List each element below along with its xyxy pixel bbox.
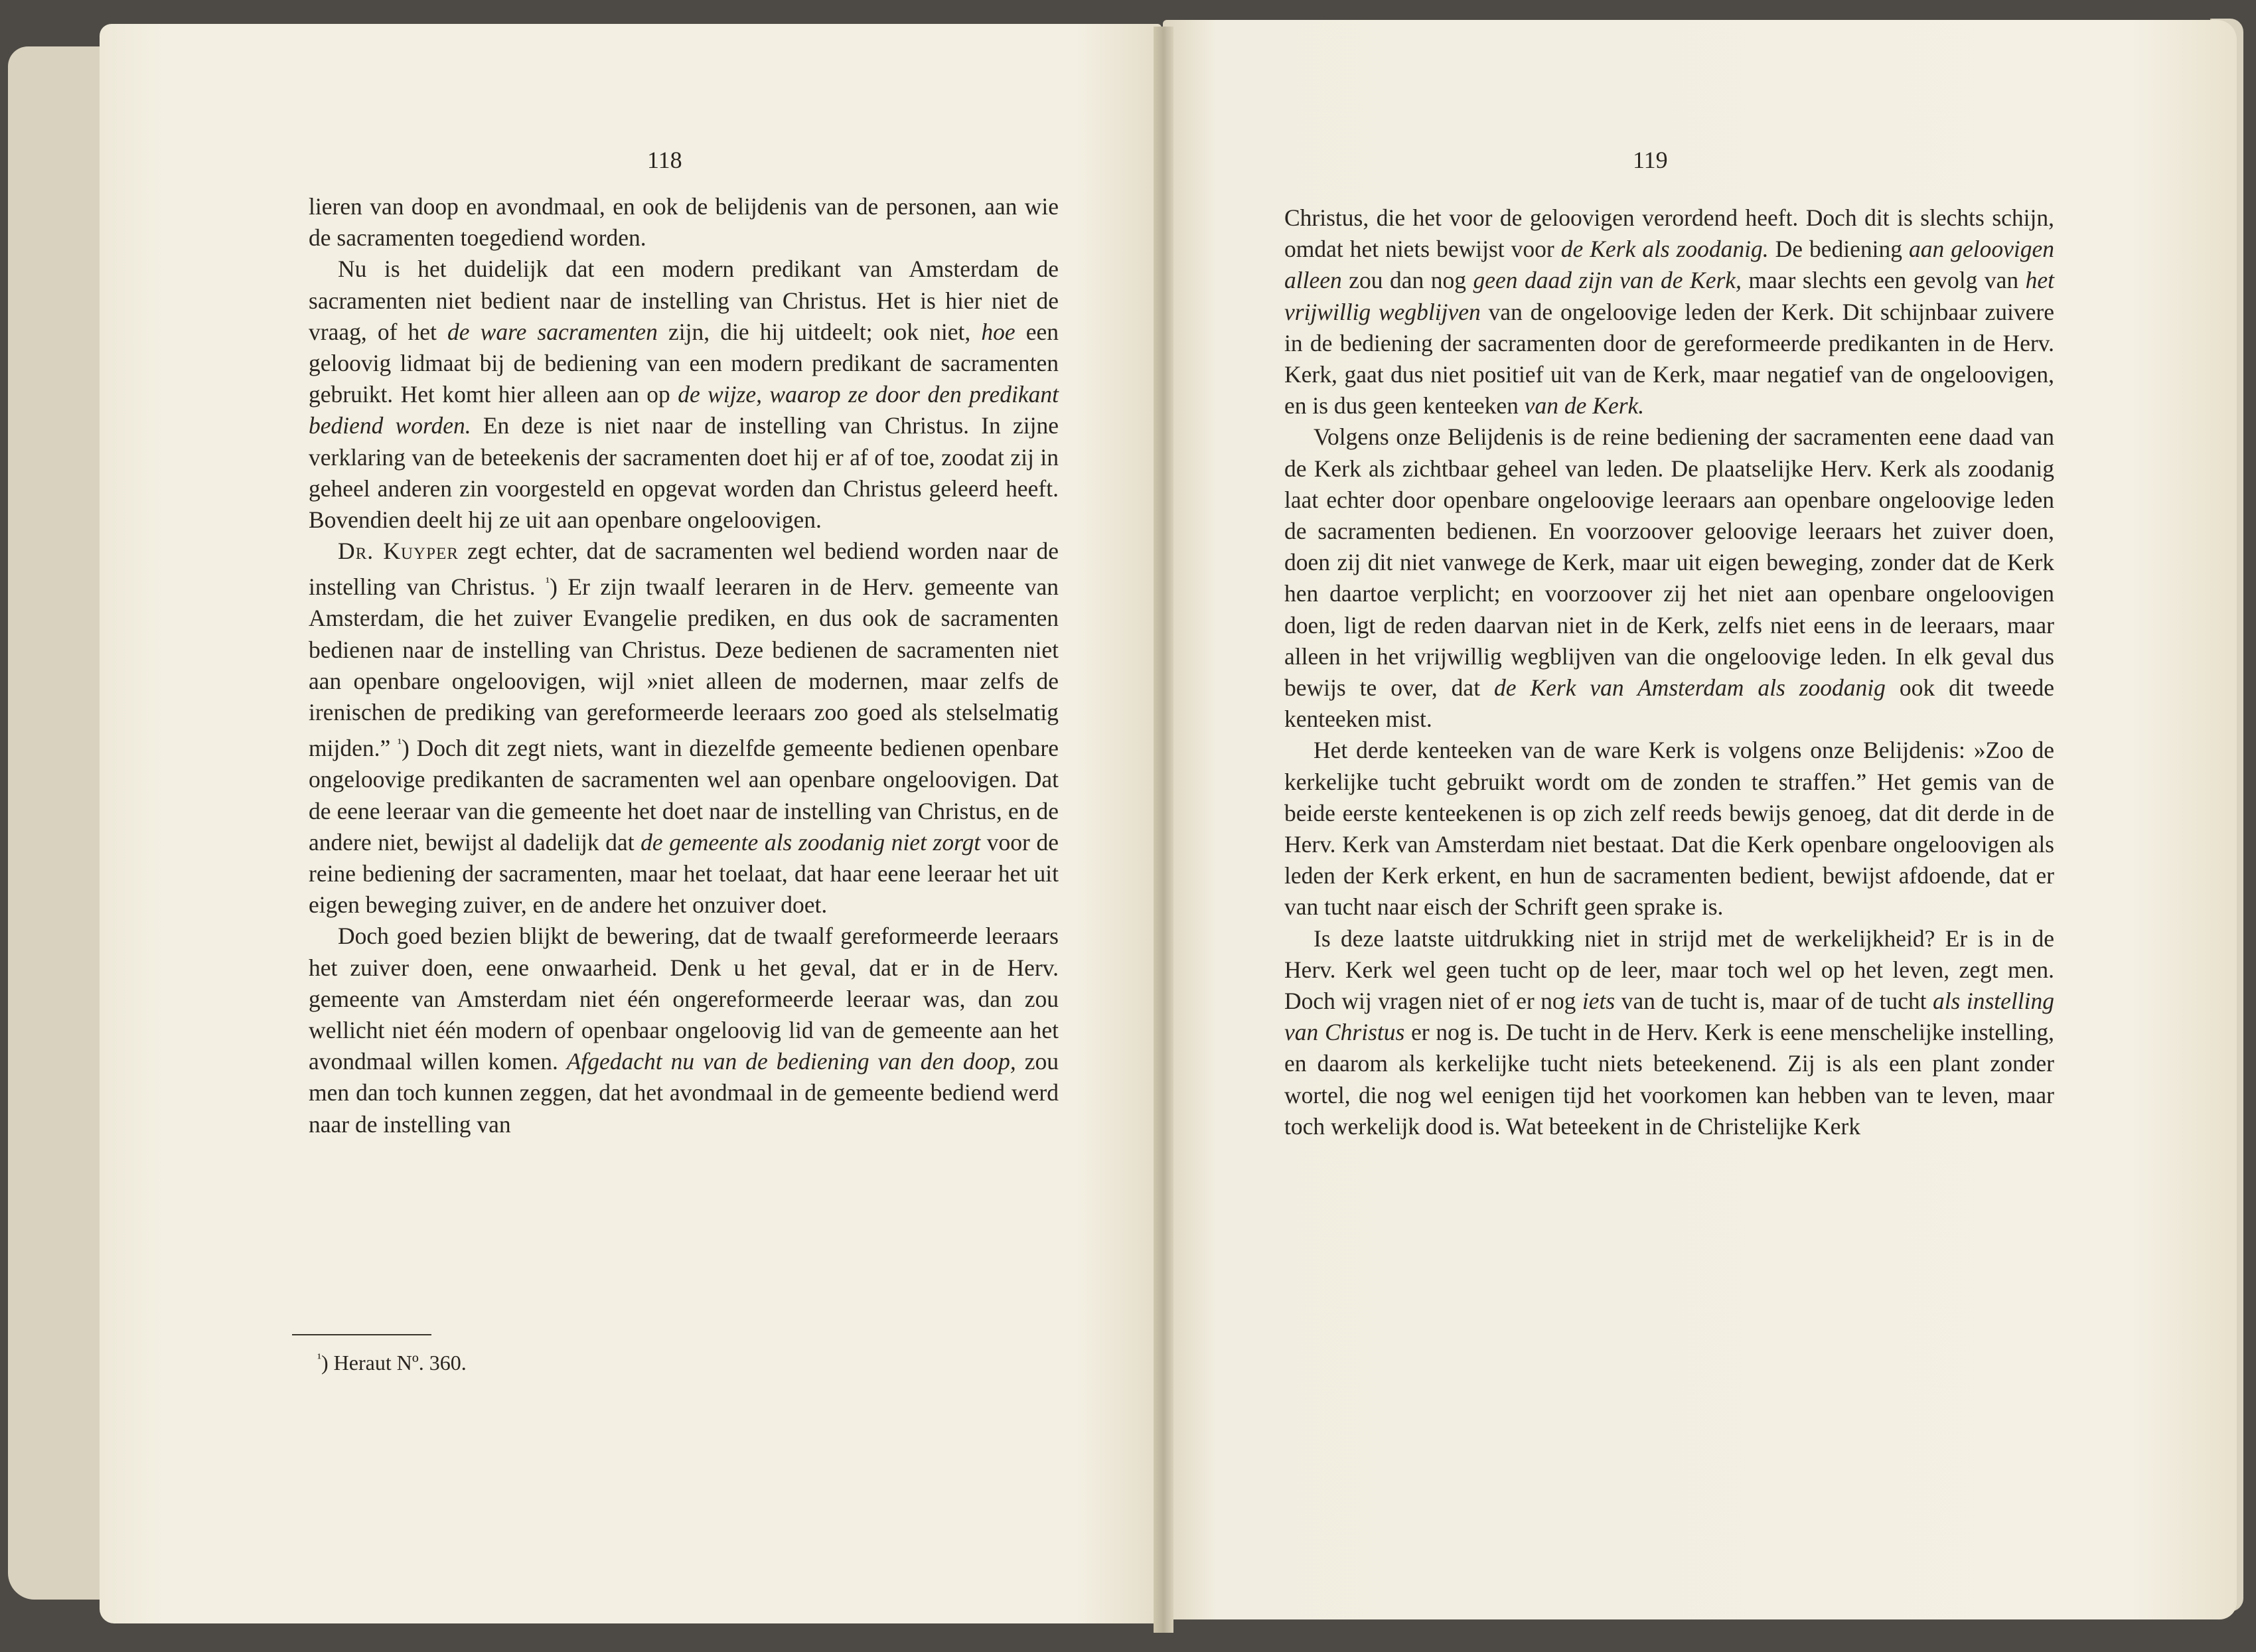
italic-text: als instelling van Christus <box>1284 988 2054 1046</box>
right-page-text <box>1284 202 2054 1142</box>
text-run: Nu is het duidelijk dat een modern predikant van Amsterdam de sacramenten niet bedient naar de instelling van Christus. Het is hier niet de vraag, of het <box>309 256 1059 345</box>
left-page-text <box>309 191 1059 1140</box>
paragraph <box>309 921 1059 1140</box>
paragraph <box>309 254 1059 536</box>
paragraph <box>1284 923 2054 1142</box>
book-gutter <box>1154 27 1173 1633</box>
text-run: maar slechts een gevolg van <box>1741 267 2026 294</box>
text-run: lieren van doop en avondmaal, en ook de belijdenis van de personen, aan wie de sacramenten toegediend worden. <box>309 193 1059 252</box>
small-caps-name: Dr. Kuyper <box>338 538 459 565</box>
paragraph <box>309 191 1059 254</box>
footnote-ref: ¹ <box>398 736 402 751</box>
footnote-rule <box>292 1334 431 1335</box>
text-run: een geloovig lidmaat bij de bediening van een modern predikant de sacramenten gebruikt. Het komt hier alleen aan op <box>309 318 1059 408</box>
text-run: En deze is niet naar de instelling van Christus. In zijne verklaring van de beteekenis der sacramenten doet hij er af of toe, zoodat zij in geheel anderen zin voorgesteld en opgevat worden dan Christus geleerd heeft. Bovendien deelt hij ze uit aan openbare ongeloovigen. <box>309 412 1059 534</box>
text-run: ) Er zijn twaalf leeraren in de Herv. gemeente van Amsterdam, die het zuiver Evangelie prediken, en dus ook de sacramenten bedienen naar de instelling van Christus. Deze bedienen de sacramenten niet aan openbare ongeloovigen, wijl »niet alleen de modernen, maar zelfs de irenischen de prediking van gereformeerde leeraars zoo goed als stelselmatig mijden.” <box>309 573 1059 762</box>
text-run: Christus, die het voor de geloovigen verordend heeft. Doch dit is slechts schijn, omdat het niets bewijst voor <box>1284 204 2054 263</box>
footnote-marker: ¹ <box>317 1351 321 1366</box>
text-run: ook dit tweede kenteeken mist. <box>1284 674 2054 733</box>
italic-text: geen daad zijn van de Kerk, <box>1473 267 1742 294</box>
paragraph <box>1284 202 2054 421</box>
italic-text: de wijze, waarop ze door den predikant bediend worden. <box>309 381 1059 439</box>
paragraph <box>1284 735 2054 923</box>
text-run: van de ongeloovige leden der Kerk. Dit schijnbaar zuivere in de bediening der sacramenten door de gereformeerde predikanten in de Herv. Kerk, gaat dus niet positief uit van de Kerk, maar negatief van de ongeloovigen, en is dus geen kenteeken <box>1284 298 2055 419</box>
page-number-left: 118 <box>647 147 682 173</box>
text-run: zijn, die hij uitdeelt; ook niet, <box>657 318 982 345</box>
italic-text: Afgedacht nu van de bediening van den doop, <box>566 1048 1016 1075</box>
footnote-text: ) Heraut Nº. 360. <box>321 1351 467 1375</box>
text-run: zou dan nog <box>1341 267 1473 294</box>
text-run: ) Doch dit zegt niets, want in diezelfde gemeente bedienen openbare ongeloovige predikanten de sacramenten wel aan openbare ongeloovigen. Dat de eene leeraar van die gemeente het doet naar de instelling van Christus, en de andere niet, bewijst al dadelijk dat <box>309 735 1059 856</box>
italic-text: iets <box>1582 988 1616 1015</box>
text-run: Volgens onze Belijdenis is de reine bediening der sacramenten eene daad van de Kerk als zichtbaar geheel van leden. De plaatselijke Herv. Kerk als zoodanig laat echter door openbare ongeloovige leeraars aan openbare ongeloovige leden de sacramenten bedienen. En voorzoover geloovige leeraars het zuiver doen, doen zij dit niet vanwege de Kerk, maar uit eigen beweging, zonder dat de Kerk hen daartoe verplicht; en voorzoover zij het niet aan openbare ongeloovigen doen, ligt de reden daarvan niet in de Kerk, zelfs niet eens in de leeraars, maar alleen in het vrijwillig wegblijven van die ongeloovige leden. In elk geval dus bewijs te over, dat <box>1284 423 2054 702</box>
italic-text: hoe <box>981 318 1015 345</box>
paragraph <box>309 536 1059 921</box>
italic-text: het vrijwillig wegblijven <box>1284 267 2054 325</box>
text-run: Het derde kenteeken van de ware Kerk is volgens onze Belijdenis: »Zoo de kerkelijke tucht gebruikt wordt om de zonden te straffen.” Het gemis van de beide eerste kenteekenen is op zich zelf reeds bewijs genoeg, dat dit derde in de Herv. Kerk van Amsterdam niet bestaat. Dat die Kerk openbare ongeloovigen als leden der Kerk erkent, en hun de sacramenten bedient, bewijst afdoende, dat er van tucht naar eisch der Schrift geen sprake is. <box>1284 737 2054 921</box>
page-edges-left <box>8 46 102 1600</box>
text-run: Doch goed bezien blijkt de bewering, dat de twaalf gereformeerde leeraars het zuiver doen, eene onwaarheid. Denk u het geval, dat er in de Herv. gemeente van Amsterdam niet één ongereformeerde leeraar was, dan zou wellicht niet één modern of openbaar ongeloovig lid van de gemeente aan het avondmaal willen komen. <box>309 923 1059 1075</box>
italic-text: de ware sacramenten <box>447 318 658 345</box>
text-run: van de tucht is, maar of de tucht <box>1615 988 1933 1015</box>
italic-text: de Kerk als zoodanig. <box>1560 236 1769 263</box>
text-run: voor de reine bediening der sacramenten, maar het toelaat, dat haar eene leeraar het uit eigen beweging zuiver, en de andere het onzuiver doet. <box>309 828 1059 919</box>
page-number-right: 119 <box>1633 147 1668 173</box>
text-run: er nog is. De tucht in de Herv. Kerk is eene menschelijke instelling, en daarom als kerkelijke tucht niets beteekenend. Zij is als een plant zonder wortel, die nog wel eenigen tijd het voorkomen kan hebben van te leven, maar toch werkelijk dood is. Wat beteekent in de Christelijke Kerk <box>1284 1019 2054 1140</box>
italic-text: van de Kerk. <box>1524 392 1645 419</box>
text-run: zou men dan toch kunnen zeggen, dat het avondmaal in de gemeente bediend werd naar de instelling van <box>309 1048 1059 1138</box>
italic-text: de gemeente als zoodanig niet zorgt <box>640 828 981 856</box>
footnote <box>317 1351 467 1375</box>
italic-text: aan geloovigen alleen <box>1284 236 2054 294</box>
text-run: zegt echter, dat de sacramenten wel bediend worden naar de instelling van Christus. <box>309 538 1059 601</box>
paragraph <box>1284 421 2054 735</box>
text-run: Is deze laatste uitdrukking niet in strijd met de werkelijkheid? Er is in de Herv. Kerk wel geen tucht op de leer, maar toch wel op het leven, zegt men. Doch wij vragen niet of er nog <box>1284 925 2054 1015</box>
footnote-ref: ¹ <box>546 575 550 590</box>
text-run: De bediening <box>1768 236 1909 263</box>
italic-text: de Kerk van Amsterdam als zoodanig <box>1494 674 1886 702</box>
